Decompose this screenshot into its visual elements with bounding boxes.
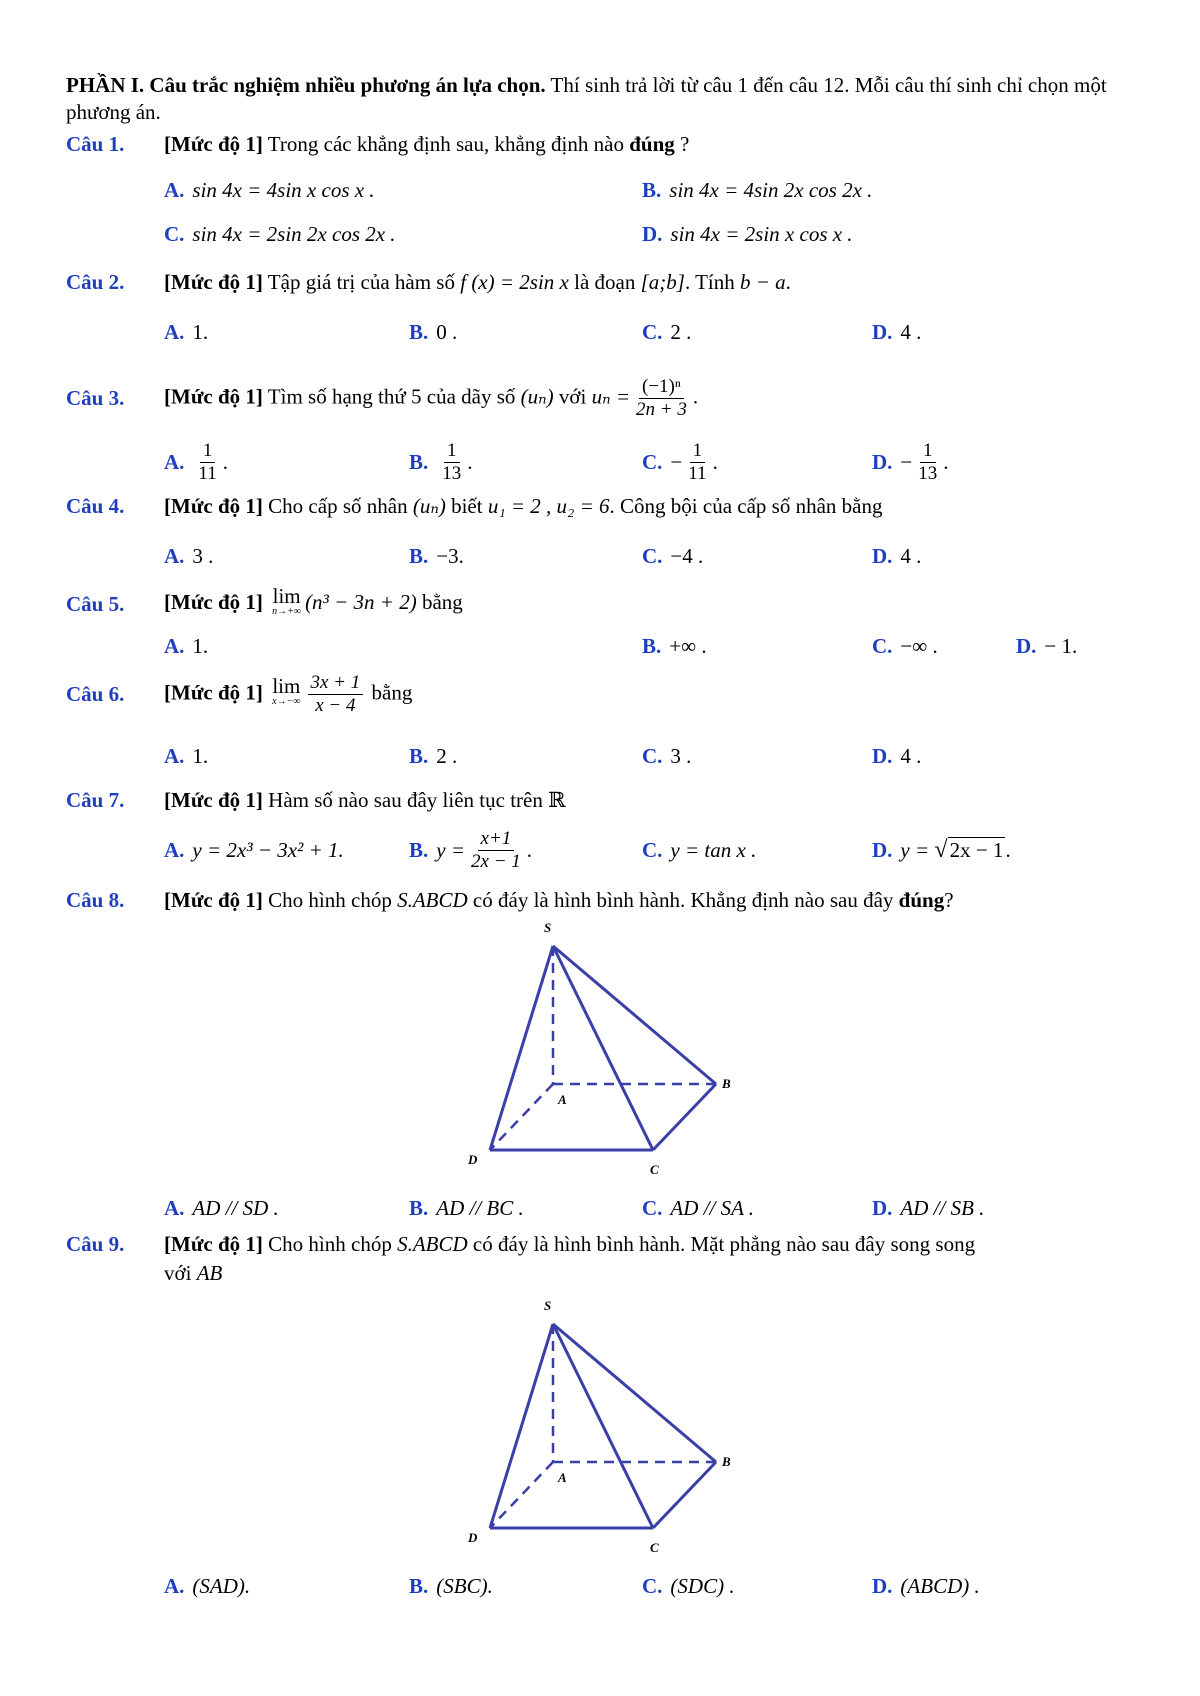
option-label: C. xyxy=(642,319,663,344)
vertex-label-c: C xyxy=(650,1162,659,1177)
option-a[interactable] xyxy=(164,626,208,666)
option-text: sin 4x = 2sin 2x cos 2x . xyxy=(192,221,396,246)
option-text: (ABCD) . xyxy=(900,1573,980,1598)
limit xyxy=(272,584,302,620)
option-b[interactable]: B. $\frac{1}{13}$ . xyxy=(409,439,473,484)
option-d[interactable] xyxy=(1016,626,1077,666)
option-text: sin 4x = 2sin x cos x . xyxy=(670,221,853,246)
question-text xyxy=(164,132,689,157)
text-part: . xyxy=(785,269,791,294)
text-part: biết xyxy=(445,493,488,518)
text-part: với xyxy=(553,383,592,408)
question-number: Câu 1. xyxy=(66,131,125,156)
text-part: . Công bội của cấp số nhân bằng xyxy=(609,493,883,518)
math: (uₙ) xyxy=(412,493,446,518)
numerator: (−1)ⁿ xyxy=(639,376,684,399)
level-tag: [Mức độ 1] xyxy=(164,887,263,912)
option-label: D. xyxy=(872,449,893,474)
lim-word: lim xyxy=(272,584,301,608)
math: (n³ − 3n + 2) xyxy=(305,589,417,614)
edge-cb xyxy=(653,1462,716,1528)
option-a[interactable] xyxy=(164,822,344,878)
option-b[interactable] xyxy=(409,1566,493,1606)
option-a[interactable] xyxy=(164,312,208,352)
pyramid-figure-1 xyxy=(450,918,750,1178)
edge-sd xyxy=(490,946,553,1150)
vertex-label-s: S xyxy=(544,1298,552,1313)
level-tag: [Mức độ 1] xyxy=(164,269,263,294)
option-text: 3 . xyxy=(670,743,692,768)
math: S.ABCD xyxy=(397,1231,468,1256)
denominator: 11 xyxy=(198,462,217,484)
option-d[interactable] xyxy=(872,822,1011,878)
edge-sc xyxy=(553,1324,653,1528)
option-b[interactable] xyxy=(409,536,464,576)
option-label: C. xyxy=(872,633,893,658)
denominator: x − 4 xyxy=(315,694,356,716)
option-label: B. xyxy=(409,543,429,568)
option-label: A. xyxy=(164,743,185,768)
option-label: D. xyxy=(872,543,893,568)
question-text xyxy=(164,1232,975,1257)
sign: − xyxy=(900,449,913,474)
lim-subscript: x→−∞ xyxy=(272,696,301,707)
edge-sb xyxy=(553,946,716,1084)
option-label: B. xyxy=(642,177,662,202)
option-text: − 1. xyxy=(1044,633,1078,658)
edge-sb xyxy=(553,1324,716,1462)
text-part: Cho hình chóp xyxy=(262,1231,398,1256)
option-a[interactable] xyxy=(164,736,208,776)
option-text: 0 . xyxy=(436,319,458,344)
option-label: A. xyxy=(164,543,185,568)
emphasis: đúng xyxy=(629,131,675,156)
radicand: 2x − 1 xyxy=(949,838,1004,862)
option-d[interactable] xyxy=(872,536,921,576)
question-number: Câu 4. xyxy=(66,493,125,518)
question-7 xyxy=(66,784,1156,816)
option-b[interactable] xyxy=(409,822,532,878)
emphasis: đúng xyxy=(898,887,945,912)
options-q4 xyxy=(164,536,1124,576)
section-intro xyxy=(66,72,1146,126)
option-label: A. xyxy=(164,633,185,658)
option-text: sin 4x = 4sin 2x cos 2x . xyxy=(669,177,873,202)
numerator: x+1 xyxy=(478,828,515,851)
option-label: B. xyxy=(409,319,429,344)
question-9 xyxy=(66,1228,1156,1286)
option-text: AD // SD . xyxy=(192,1195,279,1220)
math: (uₙ) xyxy=(520,383,554,408)
option-label: C. xyxy=(642,1573,663,1598)
text-part: ? xyxy=(944,887,954,912)
denominator: 13 xyxy=(918,462,938,484)
text-part: bằng xyxy=(416,589,463,614)
vertex-label-c: C xyxy=(650,1540,659,1555)
option-label: A. xyxy=(164,177,185,202)
options-q2 xyxy=(164,312,1124,352)
option-d[interactable] xyxy=(642,214,853,254)
options-q6 xyxy=(164,736,1124,776)
vertex-label-b: B xyxy=(722,1076,731,1091)
question-text xyxy=(164,270,791,295)
section-instructions: Thí sinh trả lời từ câu 1 đến câu 12. Mỗi câu thí sinh chỉ chọn một phương án. xyxy=(66,73,1107,124)
question-number: Câu 3. xyxy=(66,385,125,410)
math: ℝ xyxy=(548,787,566,812)
option-c[interactable] xyxy=(642,1188,754,1228)
option-label: C. xyxy=(642,543,663,568)
option-c[interactable] xyxy=(872,626,938,666)
text-part: Tập giá trị của hàm số xyxy=(262,269,461,294)
option-c[interactable] xyxy=(642,1566,735,1606)
level-tag: [Mức độ 1] xyxy=(164,383,263,408)
option-c[interactable] xyxy=(642,822,756,878)
math: f (x) = 2sin x xyxy=(460,269,569,294)
fraction xyxy=(308,672,364,717)
option-c[interactable]: C. − $\frac{1}{11}$ . xyxy=(642,439,718,484)
option-label: D. xyxy=(642,221,663,246)
question-2 xyxy=(66,266,1156,298)
question-text xyxy=(164,788,566,813)
option-label: D. xyxy=(872,319,893,344)
option-d[interactable] xyxy=(872,1566,980,1606)
option-label: C. xyxy=(642,1195,663,1220)
options-q7 xyxy=(164,822,1124,878)
option-text: y = 2x³ − 3x² + 1. xyxy=(192,837,344,862)
option-label: A. xyxy=(164,449,185,474)
option-text: AD // SB . xyxy=(900,1195,985,1220)
math: uₙ = xyxy=(591,383,631,408)
option-text: y = tan x . xyxy=(670,837,757,862)
option-label: C. xyxy=(164,221,185,246)
option-label: A. xyxy=(164,319,185,344)
option-label: B. xyxy=(642,633,662,658)
option-a[interactable] xyxy=(164,536,213,576)
option-c[interactable] xyxy=(642,312,691,352)
option-text: (SAD). xyxy=(192,1573,251,1598)
option-d[interactable] xyxy=(872,736,921,776)
level-tag: [Mức độ 1] xyxy=(164,493,263,518)
question-number: Câu 8. xyxy=(66,887,125,912)
option-text: AD // BC . xyxy=(436,1195,524,1220)
question-number: Câu 9. xyxy=(66,1231,125,1256)
option-label: C. xyxy=(642,837,663,862)
question-number: Câu 2. xyxy=(66,269,125,294)
option-text: AD // SA . xyxy=(670,1195,755,1220)
option-label: A. xyxy=(164,837,185,862)
fraction xyxy=(915,440,940,485)
option-label: C. xyxy=(642,449,663,474)
option-text: −3. xyxy=(436,543,464,568)
edge-cb xyxy=(653,1084,716,1150)
option-a[interactable] xyxy=(164,1188,279,1228)
sqrt-icon: √ xyxy=(934,836,948,863)
option-text: (SDC) . xyxy=(670,1573,735,1598)
fraction xyxy=(195,440,219,485)
option-text: +∞ . xyxy=(669,633,707,658)
option-c[interactable] xyxy=(642,736,691,776)
option-b[interactable] xyxy=(642,170,872,210)
lim-subscript: n→+∞ xyxy=(272,606,302,617)
option-text: y = xyxy=(436,837,466,862)
math: S.ABCD xyxy=(397,887,468,912)
pyramid-figure-2 xyxy=(450,1296,750,1556)
level-tag: [Mức độ 1] xyxy=(164,679,263,704)
option-text: 4 . xyxy=(900,543,922,568)
text-part: có đáy là hình bình hành. Khẳng định nào sau đây xyxy=(467,887,899,912)
option-label: D. xyxy=(872,1195,893,1220)
text-part: Cho cấp số nhân xyxy=(262,493,413,518)
text-part: ? xyxy=(674,131,690,156)
denominator: 13 xyxy=(442,462,462,484)
fraction xyxy=(439,440,464,485)
option-text: 1. xyxy=(192,319,209,344)
level-tag: [Mức độ 1] xyxy=(164,131,263,156)
option-text: . xyxy=(1005,837,1011,862)
option-b[interactable] xyxy=(409,312,457,352)
math: [a;b] xyxy=(640,269,685,294)
option-a[interactable]: A. $\frac{1}{11}$ . xyxy=(164,439,228,484)
option-a[interactable] xyxy=(164,1566,250,1606)
text-part: Cho hình chóp xyxy=(262,887,398,912)
option-text: 2 . xyxy=(670,319,692,344)
option-text: 4 . xyxy=(900,319,922,344)
question-1 xyxy=(66,128,1156,160)
sign: − xyxy=(670,449,683,474)
vertex-label-d: D xyxy=(468,1530,478,1545)
question-6 xyxy=(66,670,1156,718)
fraction xyxy=(685,440,709,485)
option-label: B. xyxy=(409,1195,429,1220)
vertex-label-a: A xyxy=(558,1092,567,1107)
option-c[interactable] xyxy=(164,214,396,254)
level-tag: [Mức độ 1] xyxy=(164,1231,263,1256)
option-text: −4 . xyxy=(670,543,704,568)
vertex-label-s: S xyxy=(544,920,552,935)
question-number: Câu 6. xyxy=(66,681,125,706)
option-a[interactable] xyxy=(164,170,375,210)
level-tag: [Mức độ 1] xyxy=(164,589,263,614)
option-text: . xyxy=(526,837,533,862)
option-d[interactable] xyxy=(872,312,921,352)
option-label: C. xyxy=(642,743,663,768)
question-5 xyxy=(66,584,1156,620)
question-number: Câu 5. xyxy=(66,591,125,616)
options-q1-row2 xyxy=(164,214,1124,254)
vertex-label-d: D xyxy=(468,1152,478,1167)
option-b[interactable] xyxy=(409,736,457,776)
denominator: 11 xyxy=(688,462,707,484)
options-q5 xyxy=(164,626,1124,666)
option-label: D. xyxy=(872,743,893,768)
options-q8 xyxy=(164,1188,1124,1228)
question-text xyxy=(164,584,463,620)
vertex-label-a: A xyxy=(558,1470,567,1485)
denominator: 2x − 1 xyxy=(471,850,521,872)
option-text: sin 4x = 4sin x cos x . xyxy=(192,177,375,202)
options-q9 xyxy=(164,1566,1124,1606)
option-text: y = xyxy=(900,837,930,862)
question-8 xyxy=(66,884,1156,916)
question-text xyxy=(164,672,412,717)
option-label: A. xyxy=(164,1195,185,1220)
option-d[interactable] xyxy=(872,1188,984,1228)
lim-word: lim xyxy=(272,674,301,698)
text-part: Hàm số nào sau đây liên tục trên xyxy=(262,787,549,812)
fraction xyxy=(633,376,690,421)
option-d[interactable]: D. − $\frac{1}{13}$ . xyxy=(872,439,949,484)
question-3 xyxy=(66,376,1156,420)
question-number: Câu 7. xyxy=(66,787,125,812)
level-tag: [Mức độ 1] xyxy=(164,787,263,812)
math: b − a xyxy=(740,269,786,294)
options-q1 xyxy=(164,170,1124,210)
text-part: bằng xyxy=(366,679,413,704)
numerator: 1 xyxy=(920,440,936,463)
option-text: (SBC). xyxy=(436,1573,493,1598)
option-label: B. xyxy=(409,1573,429,1598)
option-label: B. xyxy=(409,743,429,768)
option-text: 3 . xyxy=(192,543,214,568)
option-text: 2 . xyxy=(436,743,458,768)
option-label: A. xyxy=(164,1573,185,1598)
text-part: là đoạn xyxy=(568,269,641,294)
option-c[interactable] xyxy=(642,536,703,576)
option-label: D. xyxy=(1016,633,1037,658)
option-label: B. xyxy=(409,449,429,474)
question-4 xyxy=(66,490,1156,522)
option-text: 1. xyxy=(192,743,209,768)
option-b[interactable] xyxy=(409,1188,524,1228)
question-text xyxy=(164,376,698,421)
text-part: Trong các khẳng định sau, khẳng định nào xyxy=(262,131,630,156)
question-text-line2 xyxy=(164,1260,1156,1286)
edge-sc xyxy=(553,946,653,1150)
text-part: với xyxy=(164,1261,197,1285)
text-part: . xyxy=(692,383,699,408)
option-text: 4 . xyxy=(900,743,922,768)
vertex-label-b: B xyxy=(722,1454,731,1469)
edge-sd xyxy=(490,1324,553,1528)
denominator: 2n + 3 xyxy=(636,398,687,420)
question-text xyxy=(164,494,882,519)
numerator: 1 xyxy=(200,440,216,463)
text-part: . Tính xyxy=(684,269,740,294)
math: u₁ = 2 , u₂ = 6 xyxy=(487,493,610,518)
numerator: 1 xyxy=(690,440,706,463)
numerator: 1 xyxy=(444,440,460,463)
options-q3 xyxy=(164,436,1124,488)
limit xyxy=(272,674,301,710)
text-part: Tìm số hạng thứ 5 của dãy số xyxy=(262,383,521,408)
fraction xyxy=(468,828,524,873)
option-text: −∞ . xyxy=(900,633,938,658)
option-text: 1. xyxy=(192,633,209,658)
option-label: D. xyxy=(872,1573,893,1598)
option-b[interactable] xyxy=(642,626,707,666)
option-label: D. xyxy=(872,837,893,862)
section-title: PHẦN I. Câu trắc nghiệm nhiều phương án lựa chọn. xyxy=(66,73,546,97)
text-part: có đáy là hình bình hành. Mặt phẳng nào sau đây song song xyxy=(467,1231,976,1256)
option-label: B. xyxy=(409,837,429,862)
math: AB xyxy=(196,1261,223,1285)
numerator: 3x + 1 xyxy=(308,672,364,695)
question-text xyxy=(164,888,954,913)
